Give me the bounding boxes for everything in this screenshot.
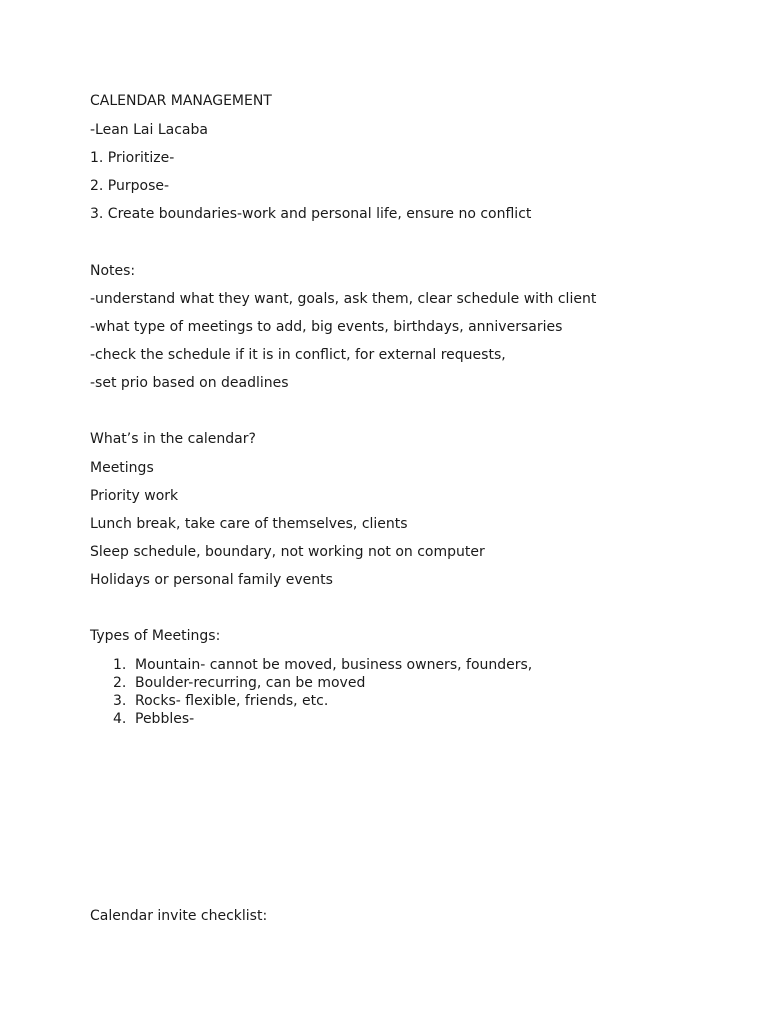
document-title: CALENDAR MANAGEMENT — [90, 93, 272, 109]
meeting-type-text: Rocks- flexible, friends, etc. — [135, 693, 329, 709]
meeting-type-number: 2. — [113, 675, 127, 691]
meeting-type-text: Boulder-recurring, can be moved — [135, 675, 366, 691]
meeting-type-number: 4. — [113, 711, 127, 727]
meeting-type-text: Mountain- cannot be moved, business owners, founders, — [135, 657, 533, 673]
principle-item: 2. Purpose- — [90, 178, 170, 194]
meeting-type-number: 3. — [113, 693, 127, 709]
calendar-heading: What’s in the calendar? — [90, 431, 256, 447]
principle-item: 3. Create boundaries-work and personal life, ensure no conflict — [90, 206, 532, 222]
meeting-type-number: 1. — [113, 657, 127, 673]
note-item: -set prio based on deadlines — [90, 375, 289, 391]
meeting-type-text: Pebbles- — [135, 711, 195, 727]
note-item: -understand what they want, goals, ask them, clear schedule with client — [90, 291, 597, 307]
calendar-item: Meetings — [90, 460, 154, 476]
meetings-heading: Types of Meetings: — [90, 628, 221, 644]
document-author: -Lean Lai Lacaba — [90, 122, 208, 138]
note-item: -check the schedule if it is in conflict, for external requests, — [90, 347, 506, 363]
calendar-item: Sleep schedule, boundary, not working not on computer — [90, 544, 485, 560]
notes-heading: Notes: — [90, 263, 136, 279]
calendar-item: Lunch break, take care of themselves, clients — [90, 516, 408, 532]
calendar-item: Priority work — [90, 488, 179, 504]
checklist-heading: Calendar invite checklist: — [90, 908, 268, 924]
calendar-item: Holidays or personal family events — [90, 572, 333, 588]
principle-item: 1. Prioritize- — [90, 150, 175, 166]
note-item: -what type of meetings to add, big events, birthdays, anniversaries — [90, 319, 563, 335]
